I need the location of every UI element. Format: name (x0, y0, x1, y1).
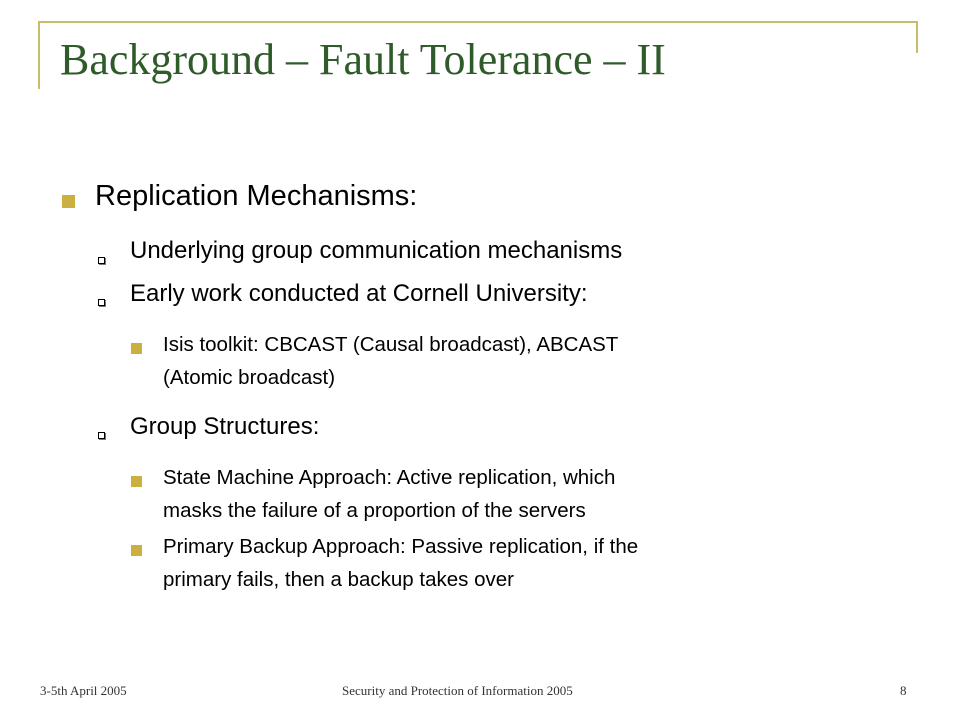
bullet-primary-backup-approach: Primary Backup Approach: Passive replication, if the primary fails, then a backup takes over (163, 535, 639, 591)
square-bullet-icon (131, 476, 142, 487)
frame-left-line (38, 21, 40, 89)
bullet-early-work-cornell: Early work conducted at Cornell University: (130, 280, 588, 307)
slide-title: Background – Fault Tolerance – II (60, 35, 666, 84)
bullet-isis-toolkit: Isis toolkit: CBCAST (Causal broadcast), ABCAST (Atomic broadcast) (163, 333, 619, 389)
square-bullet-icon (62, 195, 75, 208)
square-bullet-icon (131, 545, 142, 556)
footer-page-number: 8 (900, 683, 907, 698)
square-bullet-icon (131, 343, 142, 354)
hollow-square-bullet-icon (98, 299, 105, 306)
bullet-state-machine-approach: State Machine Approach: Active replication, which masks the failure of a proportion of the servers (163, 466, 616, 522)
frame-top-line (38, 21, 918, 23)
bullet-group-structures: Group Structures: (130, 413, 320, 440)
hollow-square-bullet-icon (98, 432, 105, 439)
frame-right-line (916, 21, 918, 53)
bullet-replication-mechanisms: Replication Mechanisms: (95, 180, 418, 212)
footer-date: 3-5th April 2005 (40, 683, 127, 698)
hollow-square-bullet-icon (98, 257, 105, 264)
footer-conference: Security and Protection of Information 2005 (342, 683, 573, 698)
bullet-underlying-group-communication: Underlying group communication mechanisms (130, 237, 623, 264)
